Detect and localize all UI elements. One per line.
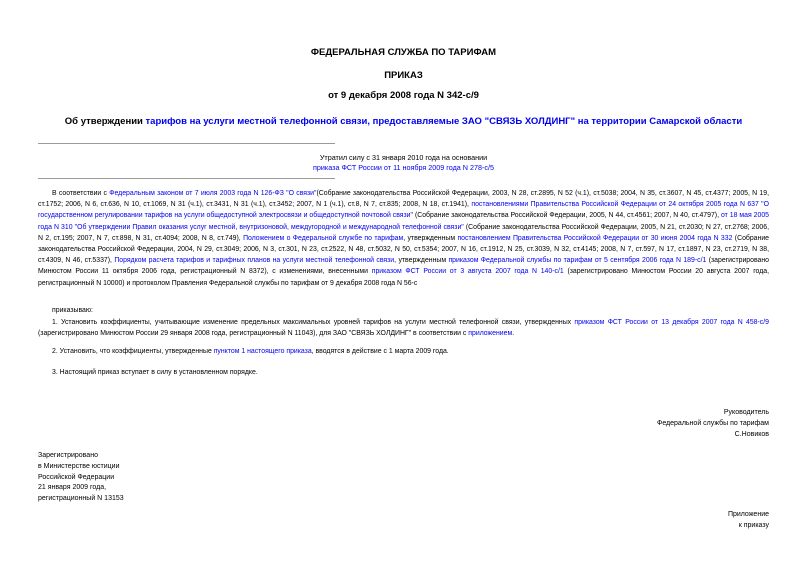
document-link[interactable]: приложением — [468, 330, 513, 338]
item-1-paragraph — [38, 317, 769, 339]
registration-line-4: 21 января 2009 года, — [38, 484, 107, 492]
paragraph-text: , утвержденным — [403, 234, 458, 242]
appendix-line-2: к приказу — [738, 522, 769, 529]
signature-organization: Федеральной службы по тарифам — [657, 420, 769, 428]
preamble-paragraph — [38, 188, 769, 289]
paragraph-text: В соответствии с — [52, 190, 110, 197]
document-link[interactable]: Порядком расчета тарифов и тарифных планов на услуги местной телефонной связи — [114, 257, 395, 265]
subject-prefix: Об утверждении — [64, 116, 146, 127]
document-type: ПРИКАЗ — [384, 70, 423, 81]
lost-force-note — [0, 153, 807, 173]
item-2-paragraph — [38, 346, 769, 357]
document-subject — [0, 116, 807, 127]
paragraph-text: (зарегистрировано Минюстом России 11 октября 2006 года, регистрационный N 8372), с изменениями, внесенными — [38, 257, 770, 276]
registration-line-2: в Министерстве юстиции — [38, 462, 120, 470]
subject-link[interactable]: тарифов на услуги местной телефонной связи, предоставляемые ЗАО "СВЯЗЬ ХОЛДИНГ" на территории Самарской области — [145, 116, 743, 127]
paragraph-text: 2. Установить, что коэффициенты, утвержденные — [52, 348, 214, 355]
divider-bottom — [38, 178, 335, 179]
paragraph-text: (зарегистрировано Минюстом России 29 января 2008 года, регистрационный N 11043), для ЗАО "СВЯЗЬ ХОЛДИНГ" в соответствии с — [38, 330, 469, 338]
signature-name: С.Новиков — [734, 431, 769, 439]
paragraph-text: (Собрание законодательства Российской Федерации, 2004, N 29, ст.3049; 2006, N 3, ст.301, N 23, ст.2522, N 48, ст.5032, N 50, ст.5354; 2007, N 16, ст.1912, N 25, ст.3039, N 32, ст.4145; 2008, N 7, ст.597, N 17, ст.1897, N 23, ст.2719, N 38, ст.4309, N 46, ст.5337), — [38, 234, 770, 265]
registration-line-1: Зарегистрировано — [38, 452, 98, 459]
lost-force-link[interactable]: приказа ФСТ России от 11 ноября 2009 года N 278-с/5 — [313, 163, 494, 172]
paragraph-text: , вводятся в действие с 1 марта 2009 года. — [311, 348, 449, 355]
divider-top — [38, 143, 335, 144]
item-3-paragraph: 3. Настоящий приказ вступает в силу в установленном порядке. — [52, 369, 258, 376]
document-link[interactable]: приказом Федеральной службы по тарифам от 5 сентября 2006 года N 189-с/1 — [448, 257, 707, 265]
document-link[interactable]: Федеральным законом от 7 июля 2003 года N 126-ФЗ "О связи" — [109, 190, 317, 197]
paragraph-text: (Собрание законодательства Российской Федерации, 2003, N 28, ст.2895, N 52 (ч.1), ст.5038; 2004, N 35, ст.3607, N 45, ст.4377; 2005, N 19, ст.1752; 2006, N 6, ст.636, N 10, ст.1069, N 31 (ч.1), ст.3431, N 31 (ч.1), ст.3452; 2007, N 1 (ч.1), ст.8, N 7, ст.835; 2008, N 18, ст.1941), — [38, 190, 770, 209]
paragraph-text: , утвержденным — [394, 257, 449, 265]
document-link[interactable]: постановлениями Правительства Российской Федерации от 24 октября 2005 года N 637 "О государственном регулировании тарифов на услуги общедоступной электросвязи и общедоступной почтовой связи" — [38, 201, 769, 220]
appendix-heading — [728, 509, 769, 531]
decree-word: приказываю: — [52, 307, 93, 314]
lost-force-text: Утратил силу с 31 января 2010 года на основании — [319, 153, 488, 162]
document-link[interactable]: постановлением Правительства Российской Федерации от 30 июня 2004 года N 332 — [457, 234, 733, 242]
paragraph-text: (Собрание законодательства Российской Федерации, 2005, N 44, ст.4561; 2007, N 40, ст.4797), — [412, 212, 721, 220]
document-date: от 9 декабря 2008 года N 342-с/9 — [328, 90, 479, 101]
paragraph-text: . — [512, 330, 515, 338]
document-link[interactable]: от 18 мая 2005 года N 310 "Об утверждении Правил оказания услуг местной, внутризоновой, междугородной и международной телефонной связи" — [38, 212, 769, 231]
appendix-line-1: Приложение — [727, 511, 769, 518]
document-link[interactable]: приказом ФСТ России от 13 декабря 2007 года N 458-с/9 — [574, 319, 769, 326]
agency-title: ФЕДЕРАЛЬНАЯ СЛУЖБА ПО ТАРИФАМ — [310, 47, 497, 58]
paragraph-text: (зарегистрировано Минюстом России 20 августа 2007 года, регистрационный N 10000) и протоколом Правления Федеральной службы по тарифам от 9 декабря 2008 года N 56-с — [38, 268, 769, 287]
registration-line-3: Российской Федерации — [38, 473, 115, 481]
registration-block — [38, 451, 124, 505]
paragraph-text: (Собрание законодательства Российской Федерации, 2005, N 21, ст.2030; N 27, ст.2768; 2006, N 2, ст.195; 2007, N 7, ст.898, N 31, ст.4094; 2008, N 8, ст.749), — [38, 223, 769, 242]
document-link[interactable]: Положением о Федеральной службе по тарифам — [243, 234, 404, 242]
signature-position: Руководитель — [723, 409, 769, 416]
signature-block — [657, 407, 769, 441]
registration-line-5: регистрационный N 13153 — [38, 495, 124, 503]
document-link[interactable]: приказом ФСТ России от 3 августа 2007 года N 140-с/1 — [371, 268, 564, 276]
document-link[interactable]: пунктом 1 настоящего приказа — [213, 348, 312, 355]
paragraph-text: 1. Установить коэффициенты, учитывающие изменение предельных максимальных уровней тарифов на услуги местной телефонной связи, утвержденных — [52, 319, 575, 326]
